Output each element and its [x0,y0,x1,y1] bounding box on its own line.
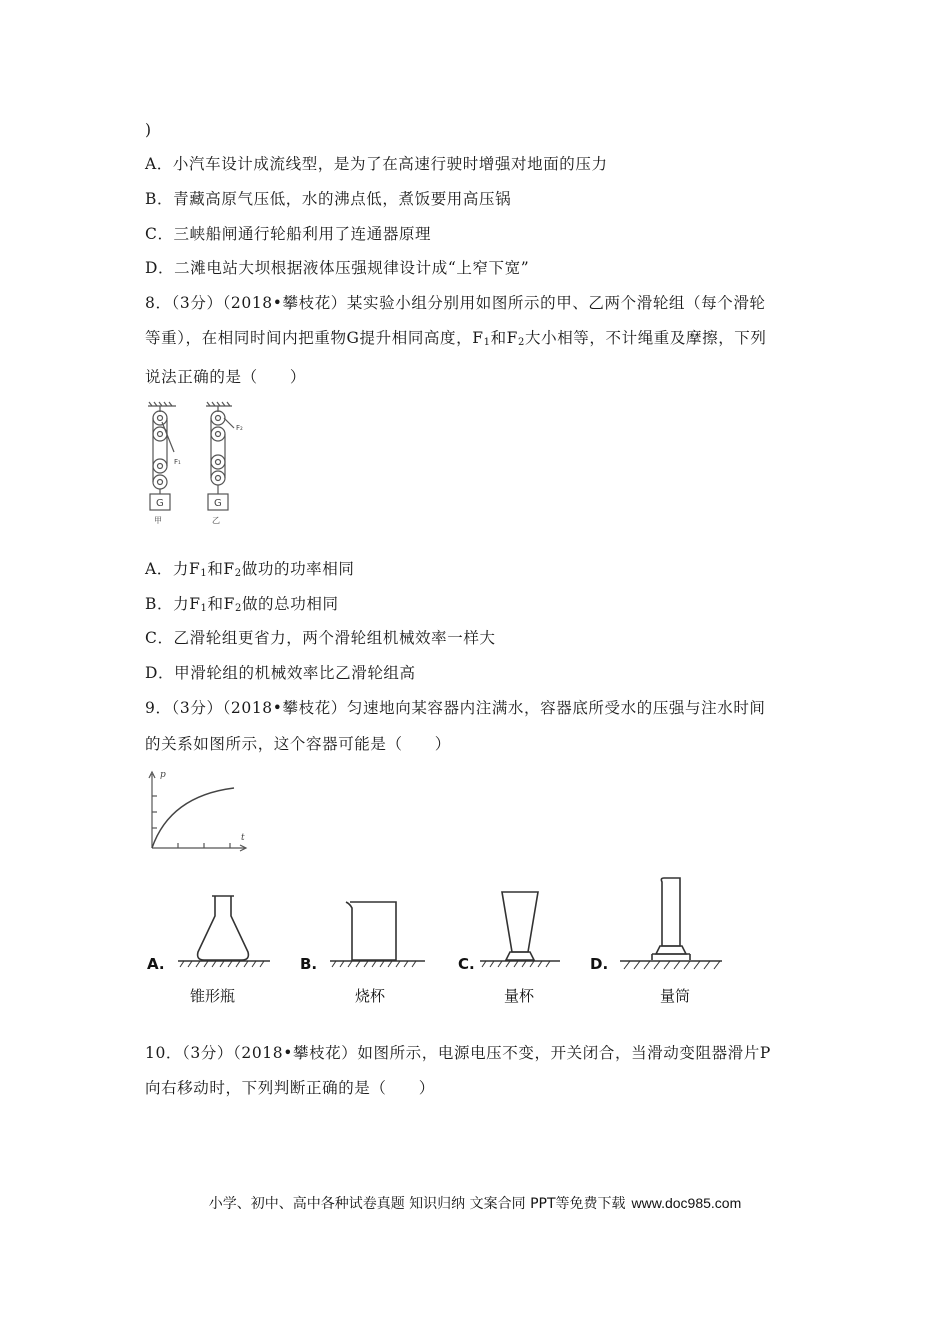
page-footer [0,1193,950,1213]
pulley-systems-figure [140,400,255,528]
q8-stem-line1: 8．（3分）（2018•攀枝花）某实验小组分别用如图所示的甲、乙两个滑轮组（每个滑轮 [145,294,766,312]
y-axis-label: p [160,770,166,780]
x-axis-label: t [241,833,245,843]
force-label-right: F₂ [236,424,243,432]
conical-flask-shape [198,896,249,960]
q8-option-c: C．乙滑轮组更省力，两个滑轮组机械效率一样大 [145,629,496,647]
q10-stem-line1: 10．（3分）（2018•攀枝花）如图所示，电源电压不变，开关闭合，当滑动变阻器滑片P [145,1044,771,1062]
q9-stem-line2: 的关系如图所示，这个容器可能是（ ） [145,735,451,753]
container-name-a: 锥形瓶 [190,987,236,1005]
container-letter-a: A. [147,955,165,973]
ceiling-hatch-right [207,402,230,406]
ceiling-hatch-left [149,402,172,406]
container-letter-c: C. [458,955,475,973]
container-letter-d: D. [590,955,609,973]
container-name-c: 量杯 [504,987,535,1005]
graduated-cylinder-shape [661,878,680,946]
q7-option-b: B．青藏高原气压低，水的沸点低，煮饭要用高压锅 [145,190,512,208]
container-name-d: 量筒 [660,987,691,1005]
weight-label-right: G [214,498,222,509]
caption-yi: 乙 [212,516,220,525]
weight-label-left: G [156,498,164,509]
q8-option-a: A．力$F_1$和$F_2$做功的功率相同 [145,560,355,579]
beaker-shape [346,902,396,960]
q8-stem-line2: 等重），在相同时间内把重物G提升相同高度，$F_1$和$F_2$大小相等，不计绳重及摩擦，下列 [145,329,767,348]
footer-url[interactable]: www.doc985.com [631,1195,742,1211]
container-letter-b: B. [300,955,318,973]
q8-stem-line3: 说法正确的是（ ） [145,368,307,386]
pulley-movable-right-2 [211,471,225,485]
graduated-cup-shape [502,892,538,952]
pulley-fixed-right-2 [211,427,225,441]
q7-option-d: D．二滩电站大坝根据液体压强规律设计成“上窄下宽” [145,259,530,277]
pressure-time-graph [142,768,254,854]
q10-stem-line2: 向右移动时，下列判断正确的是（ ） [145,1079,435,1097]
pulley-fixed-left-1 [153,411,167,425]
container-name-b: 烧杯 [355,987,386,1005]
pulley-movable-left-2 [153,475,167,489]
q8-option-b: B．力$F_1$和$F_2$做的总功相同 [145,595,339,614]
pressure-curve [152,788,234,848]
q7-option-c: C．三峡船闸通行轮船利用了连通器原理 [145,225,432,243]
footer-text: 小学、初中、高中各种试卷真题 知识归纳 文案合同 PPT等免费下载 [208,1196,626,1212]
q8-option-d: D．甲滑轮组的机械效率比乙滑轮组高 [145,664,416,682]
q9-stem-line1: 9．（3分）（2018•攀枝花）匀速地向某容器内注满水，容器底所受水的压强与注水时间 [145,699,766,717]
containers-figure [140,874,740,974]
force-label-left: F₁ [174,458,181,466]
pulley-movable-right-1 [211,455,225,469]
pulley-fixed-right-1 [211,411,225,425]
pulley-movable-left-1 [153,459,167,473]
q7-tail: ) [145,121,152,139]
q7-option-a: A．小汽车设计成流线型，是为了在高速行驶时增强对地面的压力 [145,155,608,173]
caption-jia: 甲 [154,516,162,525]
